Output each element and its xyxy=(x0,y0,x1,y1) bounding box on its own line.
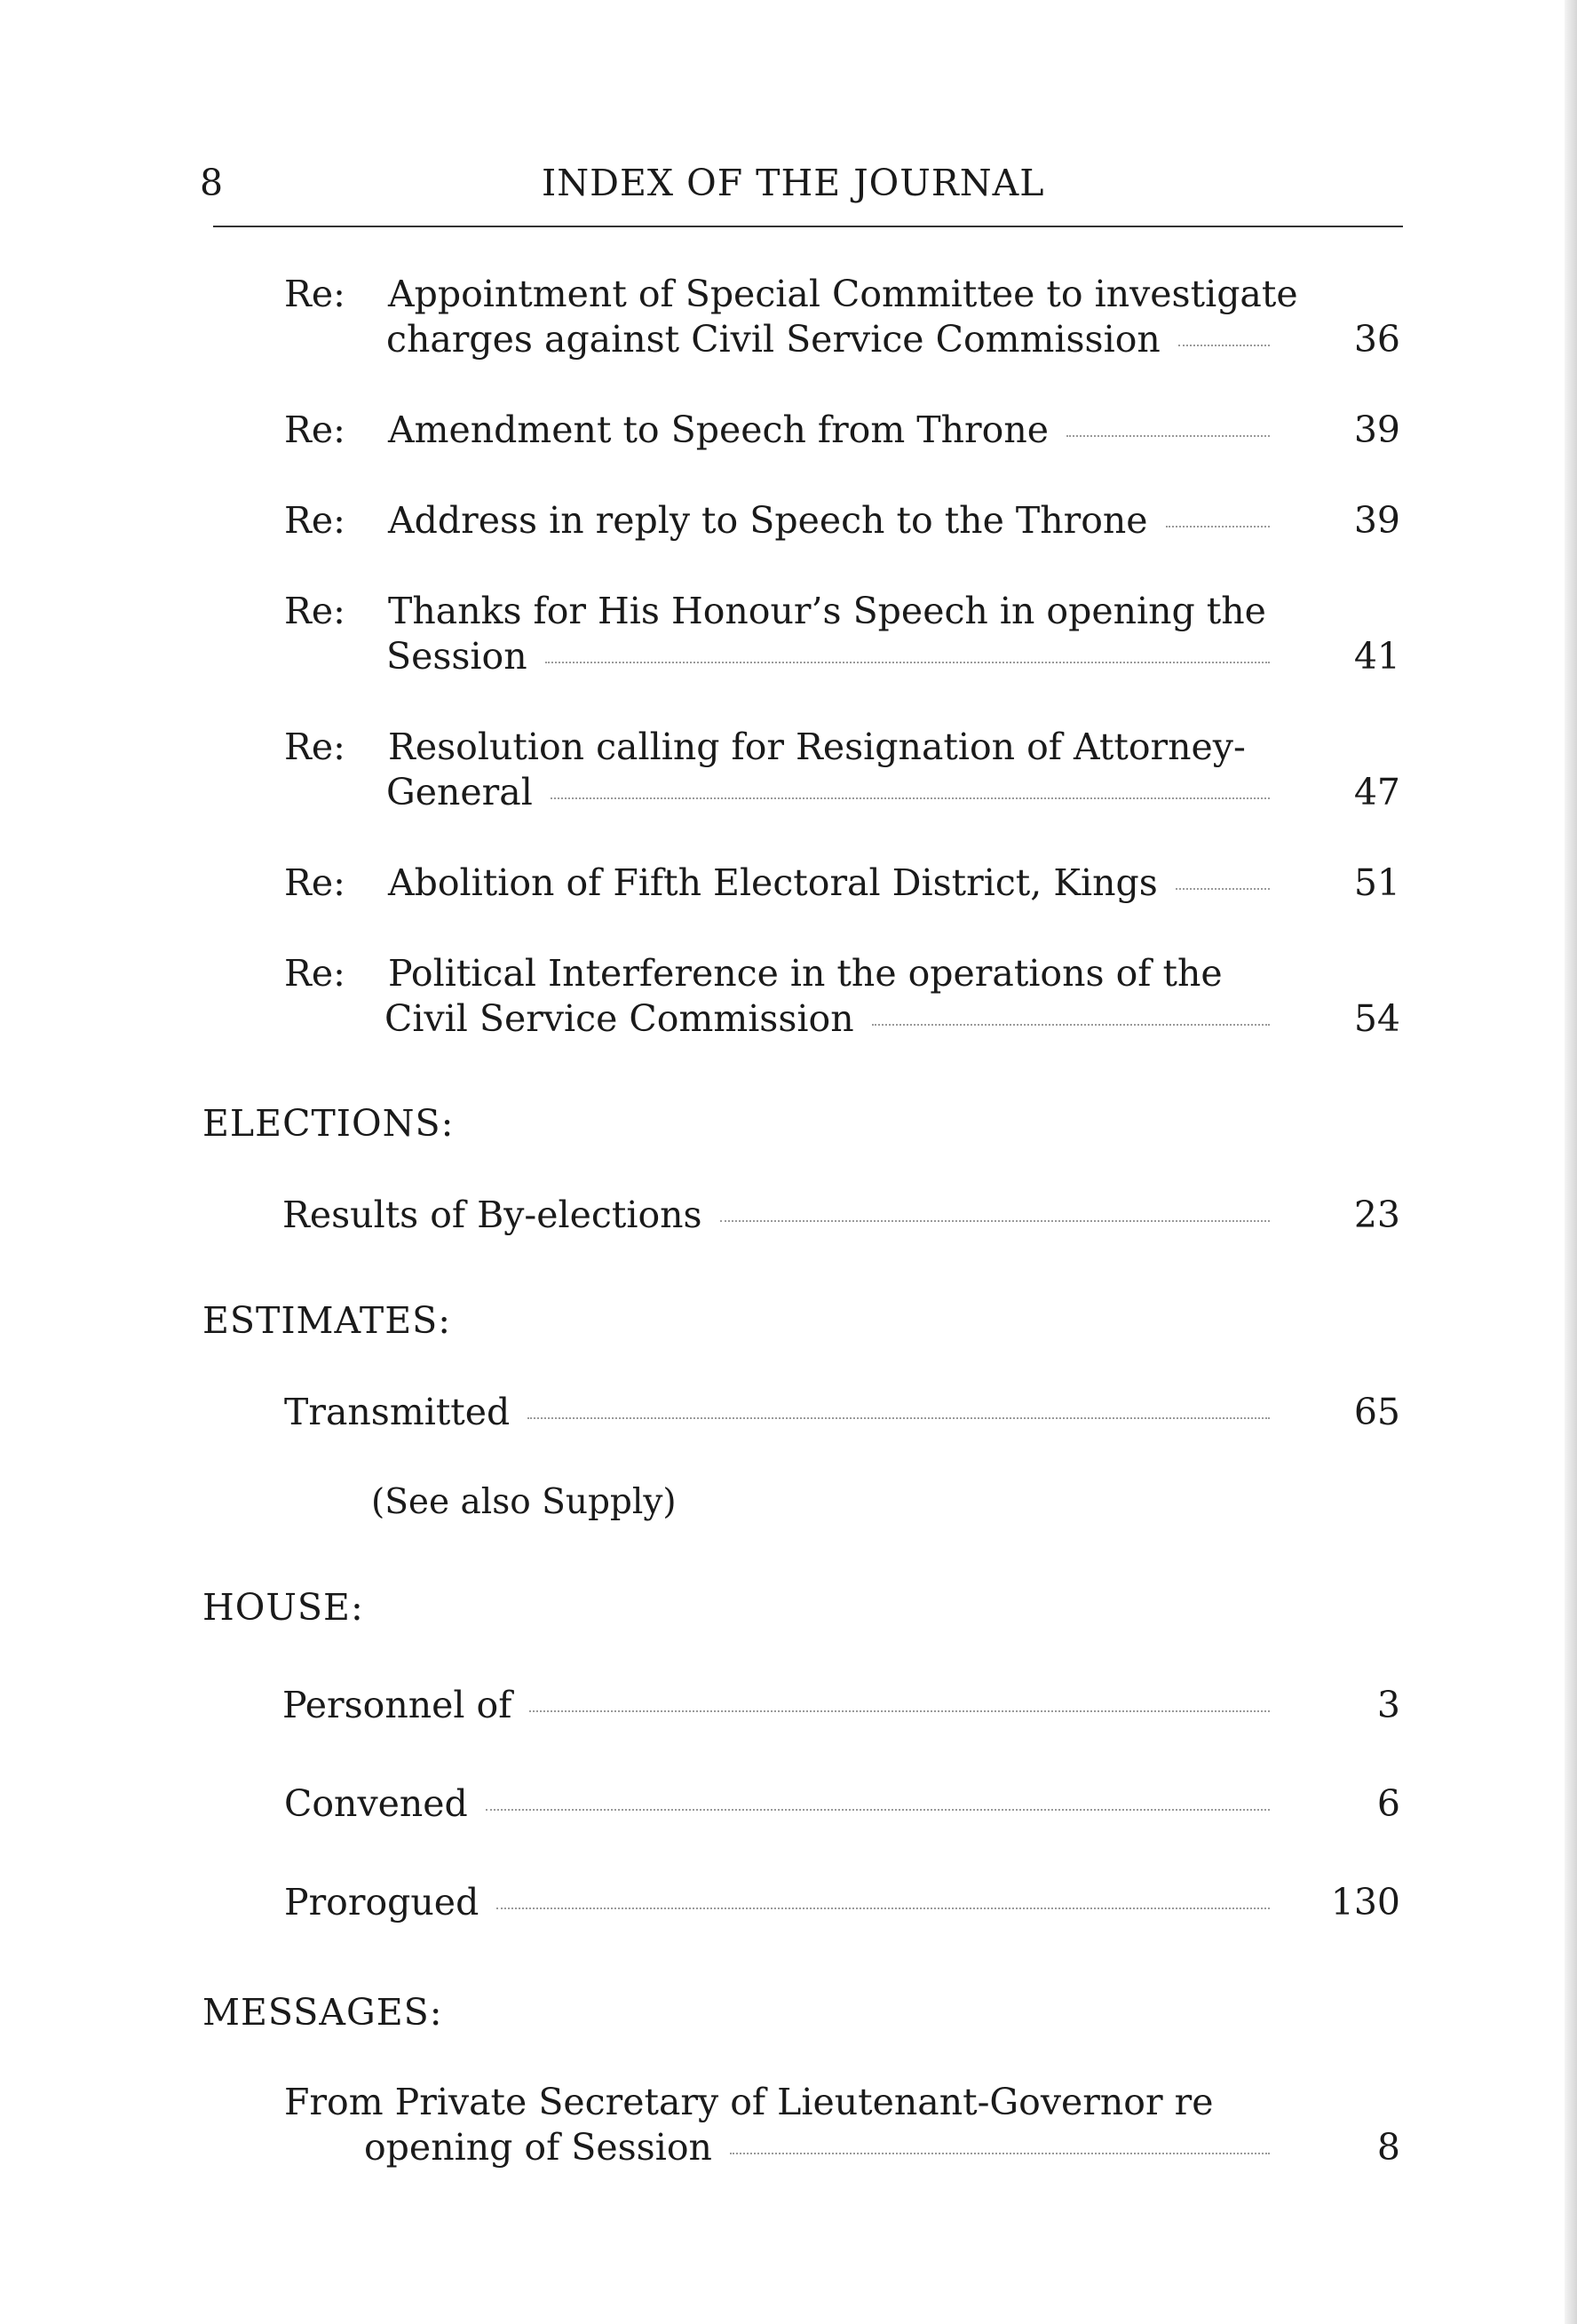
entry-leader-line xyxy=(386,770,1279,815)
dot-leader xyxy=(1176,888,1270,890)
dot-leader xyxy=(529,1710,1270,1712)
section-heading-house: HOUSE: xyxy=(202,1586,364,1629)
dot-leader xyxy=(486,1809,1270,1811)
see-also-note: (See also Supply) xyxy=(371,1482,677,1522)
page-reference: 6 xyxy=(1376,1782,1400,1825)
entry-leader-line xyxy=(282,1193,1279,1238)
entry-leader-line xyxy=(384,996,1279,1042)
entry-text: Personnel of xyxy=(282,1684,512,1726)
page-reference: 39 xyxy=(1353,408,1400,451)
entry-text-line2: charges against Civil Service Commission xyxy=(386,318,1161,361)
entry-text: Prorogued xyxy=(284,1881,479,1923)
dot-leader xyxy=(496,1908,1270,1909)
re-label: Re: xyxy=(284,499,345,542)
entry-leader-line xyxy=(284,1781,1279,1827)
dot-leader xyxy=(1166,526,1270,527)
re-label: Re: xyxy=(284,952,345,995)
entry-leader-line xyxy=(388,861,1279,906)
dot-leader xyxy=(545,662,1270,663)
entry-text-line1: Resolution calling for Resignation of Attorney- xyxy=(388,726,1246,768)
entry-leader-line xyxy=(388,408,1279,453)
page-reference: 51 xyxy=(1353,861,1400,904)
re-label: Re: xyxy=(284,590,345,632)
entry-leader-line xyxy=(386,317,1279,362)
entry-text-line1: Amendment to Speech from Throne xyxy=(388,408,1049,451)
entry-text: Convened xyxy=(284,1782,468,1825)
dot-leader xyxy=(551,797,1270,799)
entry-text: Results of By-elections xyxy=(282,1194,702,1236)
page-reference: 54 xyxy=(1353,997,1400,1040)
page-reference: 23 xyxy=(1353,1194,1400,1236)
page-edge-shadow xyxy=(1565,0,1577,2324)
re-label: Re: xyxy=(284,408,345,451)
entry-text-line2: Civil Service Commission xyxy=(384,997,854,1040)
page-reference: 36 xyxy=(1353,318,1400,361)
page-reference: 41 xyxy=(1353,635,1400,678)
entry-leader-line xyxy=(284,1880,1279,1925)
section-heading-messages: MESSAGES: xyxy=(202,1991,443,2034)
entry-text-line1: Abolition of Fifth Electoral District, Kings xyxy=(388,861,1158,904)
entry-leader-line xyxy=(284,1390,1279,1435)
entry-text-line1: Thanks for His Honour’s Speech in opening the xyxy=(388,590,1266,632)
page-number: 8 xyxy=(200,162,224,204)
re-label: Re: xyxy=(284,861,345,904)
dot-leader xyxy=(872,1024,1270,1026)
page-header xyxy=(200,162,1403,215)
page-reference: 8 xyxy=(1376,2126,1400,2169)
re-label: Re: xyxy=(284,273,345,315)
entry-text-line1: From Private Secretary of Lieutenant-Governor re xyxy=(284,2081,1214,2123)
dot-leader xyxy=(527,1417,1270,1419)
entry-text-line1: Political Interference in the operations of the xyxy=(388,952,1223,995)
dot-leader xyxy=(730,2153,1270,2154)
entry-text-line2: General xyxy=(386,771,533,813)
section-heading-elections: ELECTIONS: xyxy=(202,1102,455,1145)
entry-text-line2: Session xyxy=(386,635,527,678)
page-reference: 65 xyxy=(1353,1391,1400,1433)
page-reference: 47 xyxy=(1353,771,1400,813)
entry-text-line1: Appointment of Special Committee to investigate xyxy=(388,273,1298,315)
dot-leader xyxy=(720,1220,1270,1222)
entry-leader-line xyxy=(386,634,1279,679)
entry-text: Transmitted xyxy=(284,1391,511,1433)
page-reference: 3 xyxy=(1376,1684,1400,1726)
section-heading-estimates: ESTIMATES: xyxy=(202,1299,452,1342)
dot-leader xyxy=(1178,345,1270,346)
entry-text-line1: Address in reply to Speech to the Throne xyxy=(388,499,1148,542)
page-reference: 39 xyxy=(1353,499,1400,542)
entry-text-line2: opening of Session xyxy=(364,2126,712,2169)
entry-leader-line xyxy=(364,2125,1279,2170)
entry-leader-line xyxy=(282,1683,1279,1728)
dot-leader xyxy=(1066,435,1270,437)
running-title: INDEX OF THE JOURNAL xyxy=(542,162,1045,204)
entry-leader-line xyxy=(388,498,1279,543)
header-rule xyxy=(213,226,1403,227)
re-label: Re: xyxy=(284,726,345,768)
page-reference: 130 xyxy=(1330,1881,1400,1923)
